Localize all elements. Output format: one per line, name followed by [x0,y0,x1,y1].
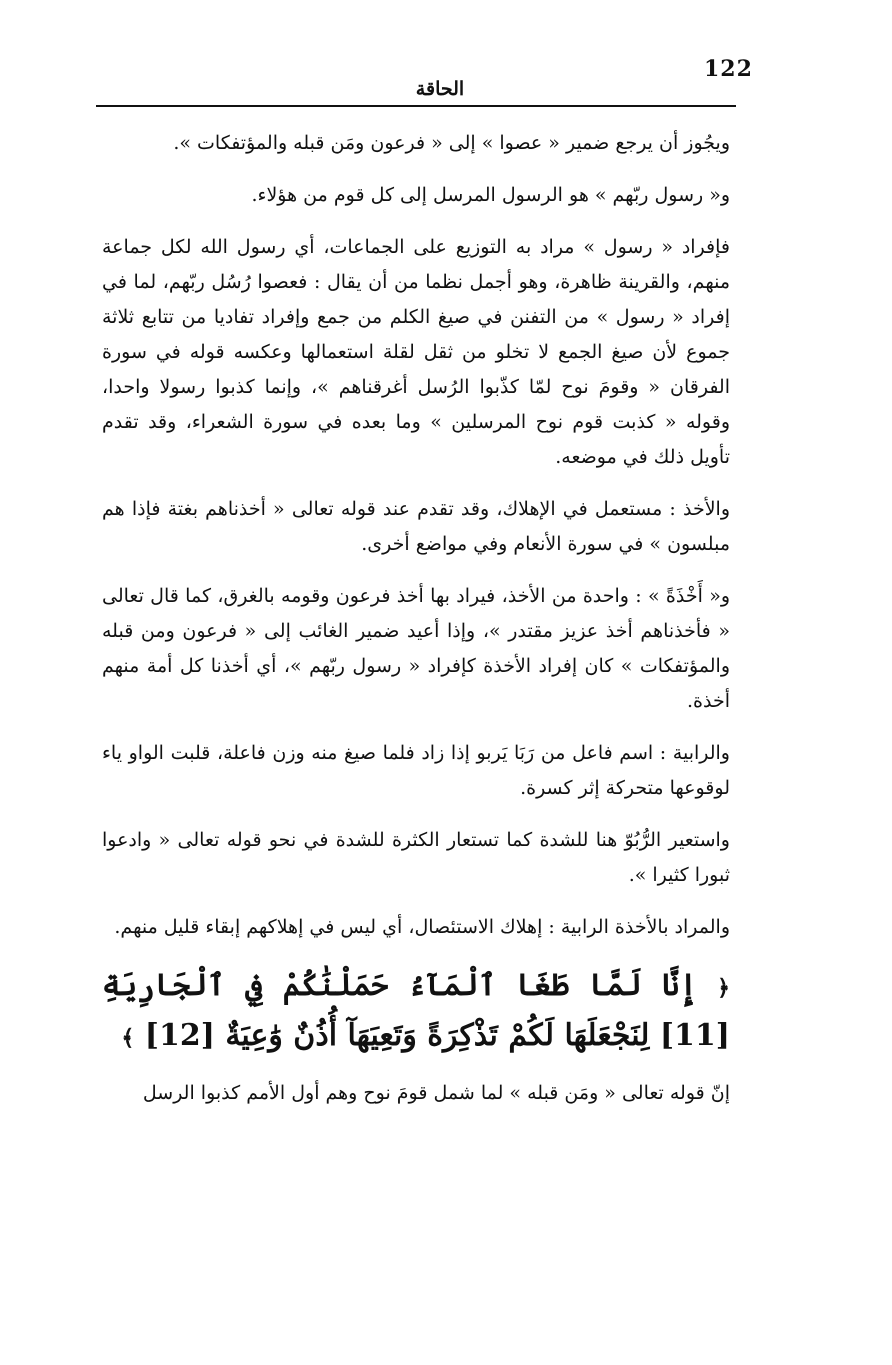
page-number: 122 [704,56,753,82]
paragraph-9: إنّ قوله تعالى « ومَن قبله » لما شمل قومَ نوح وهم أول الأمم كذبوا الرسل [142,1082,730,1104]
paragraph-5: و« أَخْذَةً » : واحدة من الأخذ، فيراد بها أخذ فرعون وقومه بالغرق، كما قال تعالى « فأخذناهم أخذ عزيز مقتدر »، وإذا أعيد ضمير الغائب إلى « فرعون ومن قبله والمؤتفكات » كان إفراد الأخذة كإفراد « رسول ربّهم »، أي أخذنا كل أمة منهم أخذة. [102,585,730,712]
paragraph-8: والمراد بالأخذة الرابية : إهلاك الاستئصال، أي ليس في إهلاكهم إبقاء قليل منهم. [114,916,730,938]
page-body [102,126,730,1111]
paragraph-1: ويجُوز أن يرجع ضمير « عصوا » إلى « فرعون ومَن قبله والمؤتفكات ». [173,132,730,154]
running-title: الحاقة [415,78,465,100]
verse-text: إِنَّا لَمَّا طَغَا ٱلْمَآءُ حَمَلْنَٰكُمْ فِي ٱلْجَارِيَةِ [11] لِنَجْعَلَهَا لَكُمْ تَذْكِرَةً وَتَعِيَهَآ أُذُنٌ وَٰعِيَةٌ [12] [102,968,730,1053]
verse-close-bracket: ﴾ [121,1025,135,1051]
paragraph-2: و« رسول ربّهم » هو الرسول المرسل إلى كل قوم من هؤلاء. [251,184,730,206]
paragraph-6: والرابية : اسم فاعل من رَبَا يَربو إذا زاد فلما صيغ منه وزن فاعلة، قلبت الواو ياء لوقوعها متحركة إثر كسرة. [102,742,730,799]
paragraph-4: والأخذ : مستعمل في الإهلاك، وقد تقدم عند قوله تعالى « أخذناهم بغتة فإذا هم مبلسون » في سورة الأنعام وفي مواضع أخرى. [102,498,730,555]
quran-verse [102,962,730,1062]
verse-open-bracket: ﴿ [717,975,730,1001]
paragraph-7: واستعير الرُّبُوّ هنا للشدة كما تستعار الكثرة للشدة في نحو قوله تعالى « وادعوا ثبورا كثيرا ». [102,829,730,886]
header-rule [96,105,736,107]
paragraph-3: فإفراد « رسول » مراد به التوزيع على الجماعات، أي رسول الله لكل جماعة منهم، والقرينة ظاهرة، وهو أجمل نظما من أن يقال : فعصوا رُسُل ربّهم، لما في إفراد « رسول » من التفنن في صيغ الكلم من جمع وإفراد تفاديا من تتابع ثلاثة جموع لأن صيغ الجمع لا تخلو من ثقل لقلة استعمالها وعكسه قوله في سورة الفرقان « وقومَ نوح لمّا كذّبوا الرُسل أغرقناهم »، وإنما كذبوا رسولا واحدا، وقوله « كذبت قوم نوح المرسلين » وما بعده في سورة الشعراء، وقد تقدم تأويل ذلك في موضعه. [102,236,730,468]
